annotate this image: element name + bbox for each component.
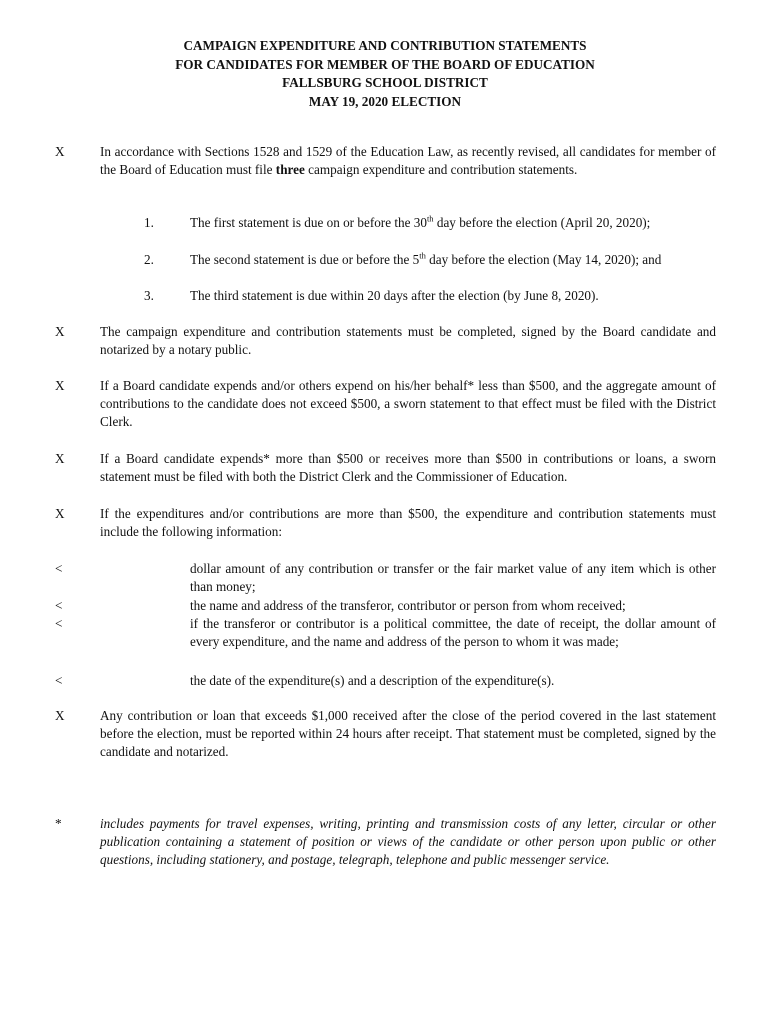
header-line-1: CAMPAIGN EXPENDITURE AND CONTRIBUTION STATEMENTS bbox=[183, 38, 587, 53]
list-item-text bbox=[190, 287, 716, 305]
text-part: day before the election (April 20, 2020); bbox=[433, 215, 651, 230]
x-marker: X bbox=[55, 451, 65, 466]
info-item: the date of the expenditure(s) and a description of the expenditure(s). bbox=[190, 673, 555, 688]
bullet-marker: < bbox=[55, 598, 63, 613]
list-number: 1. bbox=[144, 215, 154, 230]
section-text bbox=[100, 143, 716, 179]
superscript: th bbox=[426, 213, 434, 224]
x-marker: X bbox=[55, 378, 65, 393]
text-part: The third statement is due within 20 days after the election (by June 8, 2020). bbox=[190, 288, 599, 303]
section-text: If a Board candidate expends* more than $500 or receives more than $500 in contributions or loans, a sworn statement must be filed with both the District Clerk and the Commissioner of Education. bbox=[100, 451, 716, 484]
superscript: th bbox=[419, 250, 426, 261]
bullet-marker: < bbox=[55, 616, 63, 631]
x-marker: X bbox=[55, 506, 65, 521]
info-item: dollar amount of any contribution or transfer or the fair market value of any item which is other than money; bbox=[190, 561, 716, 594]
text-part: In accordance with Sections 1528 and 1529 of the Education Law, as recently revised, all candidates for member of the Board of Education must file bbox=[100, 144, 716, 177]
asterisk-marker: * bbox=[55, 816, 62, 831]
text-part: day before the election (May 14, 2020); and bbox=[425, 252, 662, 267]
text-part: The first statement is due on or before the 30 bbox=[190, 215, 427, 230]
header-line-2: FOR CANDIDATES FOR MEMBER OF THE BOARD OF EDUCATION bbox=[175, 56, 595, 72]
header-line-4: MAY 19, 2020 ELECTION bbox=[308, 93, 462, 109]
section-text: If a Board candidate expends and/or others expend on his/her behalf* less than $500, and the aggregate amount of contributions to the candidate does not exceed $500, a sworn statement to that effect must be filed with the District Clerk. bbox=[100, 378, 716, 429]
bold-word: three bbox=[275, 162, 305, 177]
list-item-text bbox=[190, 214, 716, 232]
document-header bbox=[0, 37, 770, 111]
bullet-marker: < bbox=[55, 673, 63, 688]
section-text: If the expenditures and/or contributions are more than $500, the expenditure and contribution statements must include the following information: bbox=[100, 506, 716, 539]
info-item: if the transferor or contributor is a political committee, the date of receipt, the dollar amount of every expenditure, and the name and address of the person to whom it was made; bbox=[190, 616, 716, 649]
x-marker: X bbox=[55, 144, 65, 159]
info-item: the name and address of the transferor, contributor or person from whom received; bbox=[190, 598, 626, 613]
header-line-3: FALLSBURG SCHOOL DISTRICT bbox=[282, 75, 488, 90]
section-text: Any contribution or loan that exceeds $1,000 received after the close of the period covered in the last statement before the election, must be reported within 24 hours after receipt. That statement must be completed, signed by the candidate and notarized. bbox=[100, 708, 716, 759]
x-marker: X bbox=[55, 708, 65, 723]
list-number: 3. bbox=[144, 288, 154, 303]
list-item-text bbox=[190, 251, 716, 269]
bullet-marker: < bbox=[55, 561, 63, 576]
text-part: campaign expenditure and contribution statements. bbox=[304, 162, 578, 177]
section-text: The campaign expenditure and contribution statements must be completed, signed by the Board candidate and notarized by a notary public. bbox=[100, 324, 716, 357]
list-number: 2. bbox=[144, 252, 154, 267]
footnote-text: includes payments for travel expenses, writing, printing and transmission costs of any letter, circular or other publication containing a statement of position or views of the candidate or other person upon public or other questions, including stationery, and postage, telegraph, telephone and public messenger service. bbox=[100, 816, 716, 867]
x-marker: X bbox=[55, 324, 65, 339]
text-part: The second statement is due or before the 5 bbox=[190, 252, 420, 267]
